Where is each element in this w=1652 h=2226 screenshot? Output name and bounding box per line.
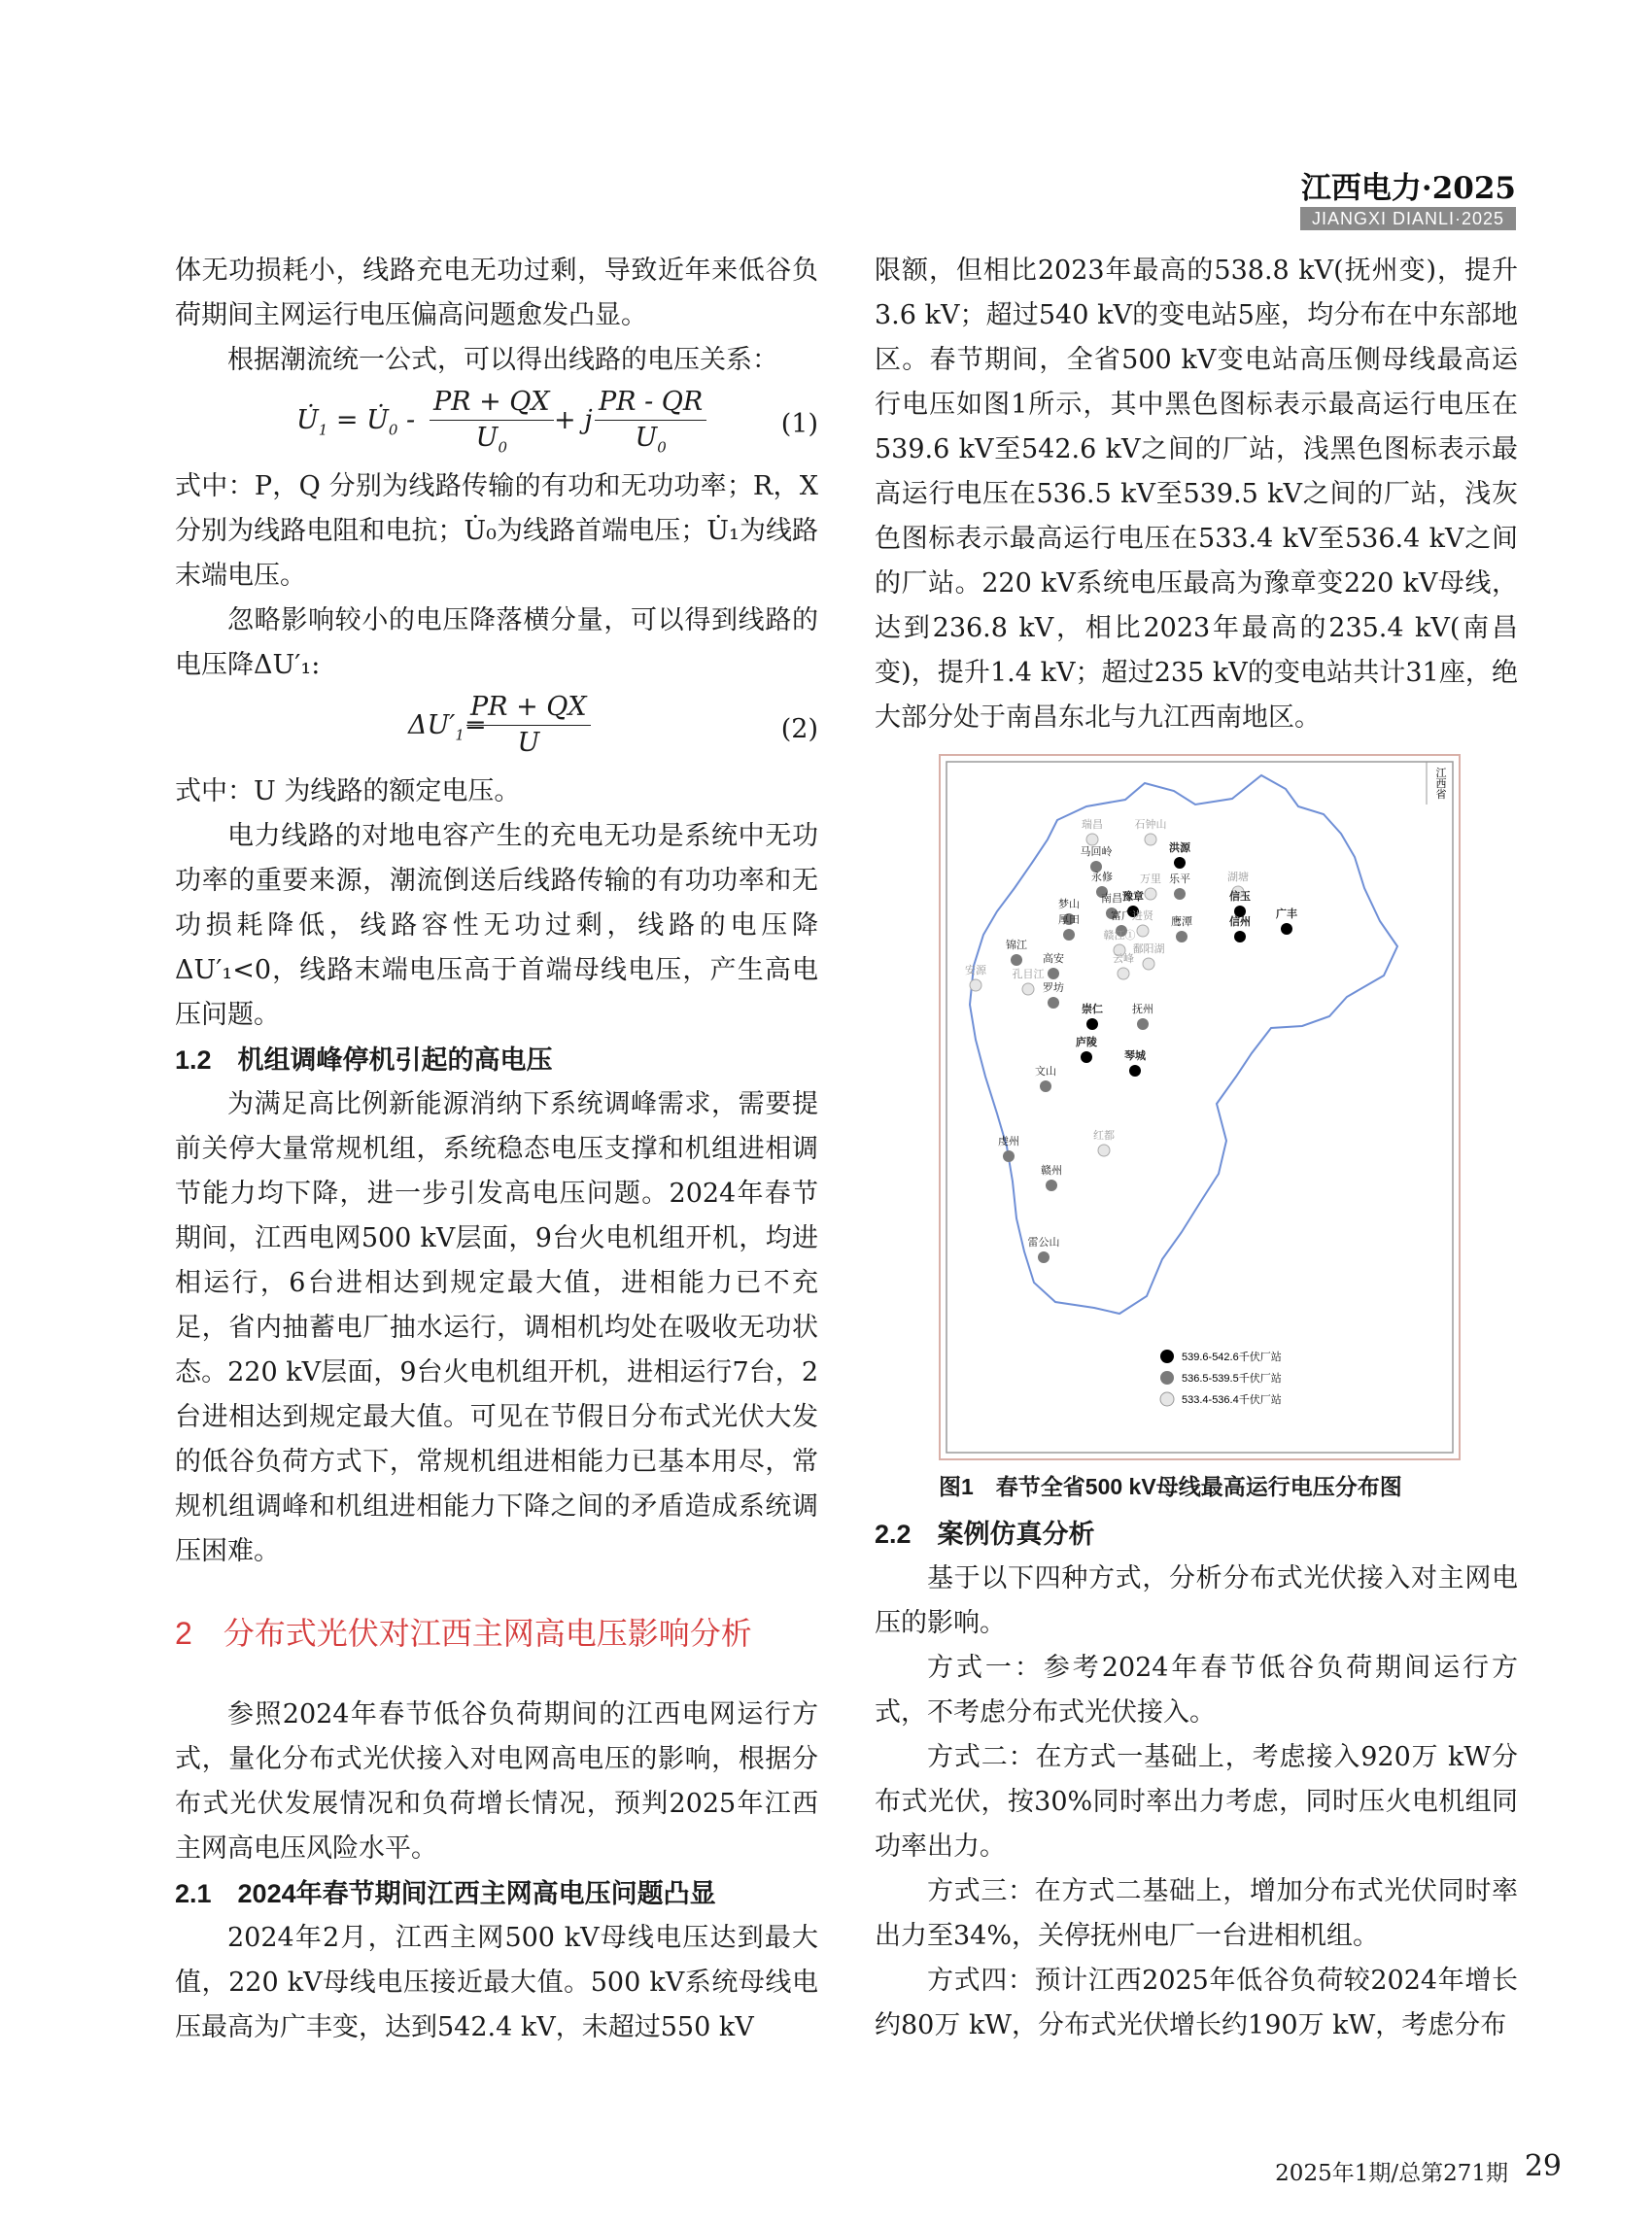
paragraph: 忽略影响较小的电压降落横分量，可以得到线路的电压降ΔU′₁: [175, 605, 818, 680]
station-marker [1063, 929, 1075, 941]
station-label: 罗坊 [1043, 982, 1064, 994]
station-marker [1098, 1145, 1110, 1156]
paragraph: 2024年2月，江西主网500 kV母线电压达到最大值，220 kV母线电压接近最大值。500 kV系统母线电压最高为广丰变，达到542.4 kV，未超过550 kV [175, 1923, 818, 2042]
station-marker [1143, 958, 1154, 970]
paragraph: 限额，但相比2023年最高的538.8 kV(抚州变)，提升3.6 kV；超过540 kV的变电站5座，均分布在中东部地区。春节期间，全省500 kV变电站高压侧母线最高运行电压如图1所示，其中黑色图标表示最高运行电压在539.6 kV至542.6 kV之间的厂站，浅黑色图标表示最高运行电压在536.5 kV至539.5 kV之间的厂站，浅灰色图标表示最高运行电压在533.4 kV至536.4 kV之间的厂站。220 kV系统电压最高为豫章变220 kV母线，达到236.8 kV，相比2023年最高的235.4 kV(南昌变)，提升1.4 kV；超过235 kV的变电站共计31座，绝大部分处于南昌东北与九江西南地区。 [875, 256, 1518, 733]
station-label: 孔目江 [1012, 969, 1045, 980]
station-marker [1145, 834, 1156, 845]
paragraph: 体无功损耗小，线路充电无功过剩，导致近年来低谷负荷期间主网运行电压偏高问题愈发凸显。 [175, 256, 818, 330]
paragraph: 为满足高比例新能源消纳下系统调峰需求，需要提前关停大量常规机组，系统稳态电压支撑和机组进相调节能力均下降，进一步引发高电压问题。2024年春节期间，江西电网500 kV层面，9台火电机组开机，均进相运行，6台进相达到规定最大值，进相能力已不充足，省内抽蓄电厂抽水运行，调相机均处在吸收无功状态。220 kV层面，9台火电机组开机，进相运行7台，2台进相达到规定最大值。可见在节假日分布式光伏大发的低谷负荷方式下，常规机组进相能力已基本用尽，常规机组调峰和机组进相能力下降之间的矛盾造成系统调压困难。 [175, 1089, 818, 1566]
station-marker [1137, 925, 1149, 937]
legend-label: 533.4-536.4千伏厂站 [1182, 1394, 1282, 1406]
station-label: 湖塘 [1227, 872, 1249, 883]
paragraph: 式中：P，Q 分别为线路传输的有功和无功功率；R，X 分别为线路电阻和电抗；U̇₀为线路首端电压；U̇₁为线路末端电压。 [175, 471, 818, 591]
figure-caption: 图1 春节全省500 kV母线最高运行电压分布图 [939, 1474, 1402, 1499]
station-marker [1048, 997, 1059, 1009]
station-label: 乐平 [1169, 873, 1190, 885]
station-label: 豫章 [1122, 891, 1144, 903]
station-marker [1046, 1180, 1057, 1191]
paragraph: 基于以下四种方式，分析分布式光伏接入对主网电压的影响。 [875, 1563, 1518, 1638]
station-label: 石钟山 [1134, 819, 1167, 831]
equation-number: (1) [780, 409, 818, 439]
left-column [175, 249, 818, 2050]
station-label: 安源 [965, 965, 986, 976]
station-label: 鄱阳湖 [1132, 943, 1165, 955]
equation-1: $U̇_1$ = $U̇_0$ - $\frac{PR + QX}{U_0}$ + j $\frac{PR - QR}{U_0}$ (1) [296, 387, 818, 457]
station-marker [1174, 888, 1186, 900]
figure-1-map [939, 754, 1461, 1460]
station-label: 梦山 [1058, 899, 1080, 910]
station-label: 云峰 [1113, 953, 1134, 965]
station-marker [1022, 983, 1034, 995]
station-label: 永修 [1091, 872, 1113, 883]
station-marker [1234, 931, 1246, 942]
station-label: 富广 [1111, 910, 1132, 922]
paragraph: 电力线路的对地电容产生的充电无功是系统中无功功率的重要来源，潮流倒送后线路传输的有功功率和无功损耗降低，线路容性无功过剩，线路的电压降ΔU′₁<0，线路末端电压高于首端母线电压，产生高电压问题。 [175, 821, 818, 1030]
station-marker [1086, 1018, 1098, 1030]
right-column-top [875, 249, 1518, 740]
station-label: 进贤 [1132, 910, 1153, 922]
journal-subtitle: JIANGXI DIANLI·2025 [1300, 207, 1516, 230]
station-marker [1086, 834, 1098, 845]
station-label: 庐陵 [1076, 1037, 1097, 1048]
issue-footer: 2025年1期/总第271期 [1275, 2161, 1508, 2186]
station-marker [1048, 968, 1059, 979]
paragraph: 方式一：参考2024年春节低谷负荷期间运行方式，不考虑分布式光伏接入。 [875, 1653, 1518, 1728]
legend-label: 536.5-539.5千伏厂站 [1182, 1373, 1282, 1385]
section-heading-2: 2 分布式光伏对江西主网高电压影响分析 [175, 1616, 752, 1651]
paragraph: 方式三：在方式二基础上，增加分布式光伏同时率出力至34%，关停抚州电厂一台进相机组。 [875, 1876, 1518, 1951]
station-label: 赣州 [1041, 1165, 1062, 1177]
station-marker [1281, 923, 1292, 935]
equation-number: (2) [780, 714, 818, 744]
station-label: 马回岭 [1080, 846, 1113, 858]
right-column-bottom [875, 1512, 1518, 2048]
station-label: 广丰 [1276, 908, 1297, 920]
station-label: 抚州 [1132, 1004, 1153, 1015]
station-marker [1145, 888, 1156, 900]
equation-2: $\Delta U'_1=$ $\frac{PR + QX}{U}$ (2) [408, 692, 818, 758]
station-marker [1118, 968, 1129, 979]
section-heading-2-2: 2.2 案例仿真分析 [875, 1520, 1095, 1549]
station-label: 琴城 [1124, 1050, 1146, 1062]
legend-label: 539.6-542.6千伏厂站 [1182, 1352, 1282, 1363]
paragraph: 方式二：在方式一基础上，考虑接入920万 kW分布式光伏，按30%同时率出力考虑，同时压火电机组同功率出力。 [875, 1742, 1518, 1862]
station-label: 崇仁 [1082, 1004, 1103, 1015]
page-number: 29 [1524, 2149, 1562, 2183]
station-label: 虔州 [998, 1136, 1019, 1147]
station-marker [1038, 1251, 1050, 1263]
station-label: 万里 [1140, 873, 1161, 885]
station-label: 信州 [1229, 916, 1251, 928]
station-marker [1174, 857, 1186, 869]
station-marker [1003, 1150, 1015, 1162]
station-marker [1176, 931, 1187, 942]
paragraph: 根据潮流统一公式，可以得出线路的电压关系： [227, 345, 778, 375]
station-marker [1129, 1065, 1141, 1077]
station-label: 鹰潭 [1171, 916, 1192, 928]
section-heading-2-1: 2.1 2024年春节期间江西主网高电压问题凸显 [175, 1879, 716, 1908]
station-label: 洪源 [1169, 842, 1190, 854]
station-label: 雷公山 [1027, 1237, 1060, 1249]
paragraph: 式中：U 为线路的额定电压。 [175, 776, 521, 806]
station-label: 厚田 [1058, 914, 1080, 926]
station-marker [970, 979, 981, 991]
station-label: 赣江① [1103, 930, 1136, 942]
station-label: 信玉 [1229, 891, 1251, 903]
jiangxi-map [941, 756, 1459, 1458]
station-marker [1137, 1018, 1149, 1030]
station-marker [1011, 954, 1022, 966]
journal-title: 江西电力·2025 [1300, 171, 1516, 206]
legend-marker-black [1160, 1350, 1174, 1363]
paragraph: 方式四：预计江西2025年低谷负荷较2024年增长约80万 kW，分布式光伏增长约190万 kW，考虑分布 [875, 1966, 1518, 2040]
legend-marker-mid [1160, 1371, 1174, 1385]
legend-marker-light [1160, 1392, 1174, 1406]
station-label: 南昌 [1101, 893, 1122, 905]
station-label: 锦江 [1006, 940, 1027, 951]
paragraph: 参照2024年春节低谷负荷期间的江西电网运行方式，量化分布式光伏接入对电网高电压的影响，根据分布式光伏发展情况和负荷增长情况，预判2025年江西主网高电压风险水平。 [175, 1699, 818, 1864]
section-heading-1-2: 1.2 机组调峰停机引起的高电压 [175, 1045, 553, 1075]
station-label: 红都 [1093, 1130, 1115, 1142]
map-corner-label: 江西省 [1434, 767, 1446, 800]
station-marker [1040, 1080, 1051, 1092]
station-label: 瑞昌 [1082, 819, 1103, 831]
station-marker [1081, 1051, 1092, 1063]
station-label: 文山 [1035, 1066, 1056, 1078]
station-label: 高安 [1043, 953, 1064, 965]
